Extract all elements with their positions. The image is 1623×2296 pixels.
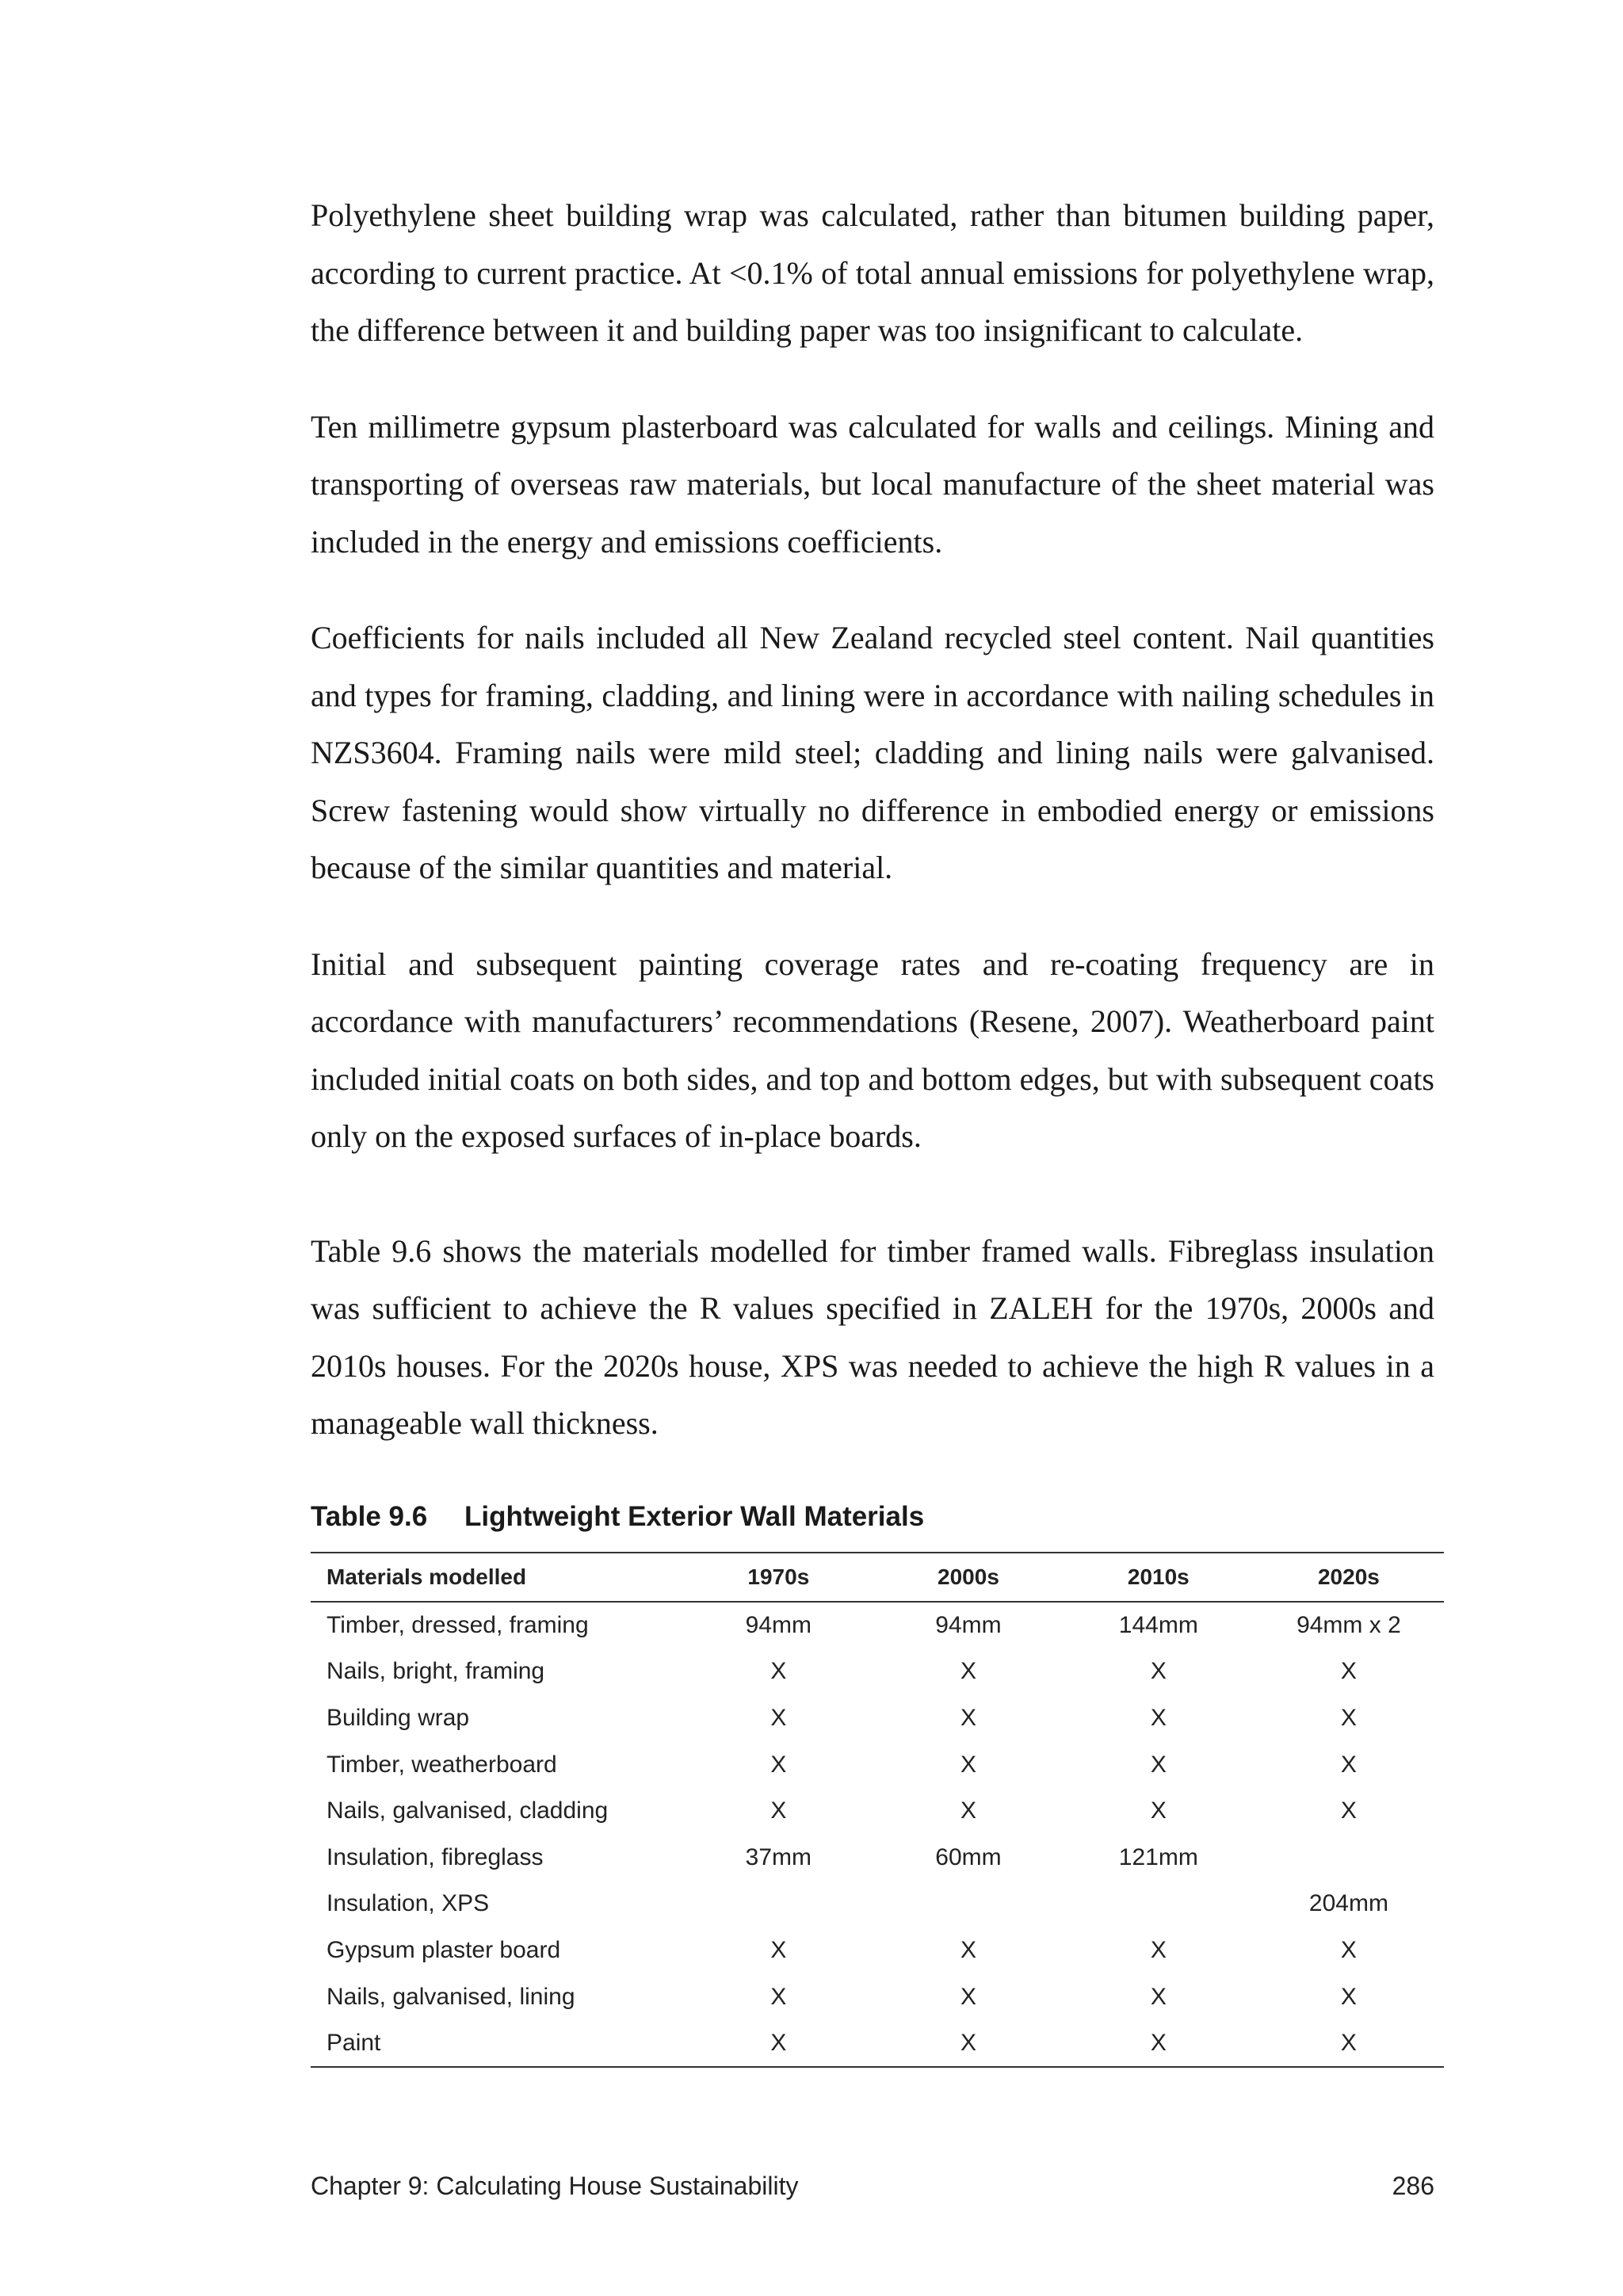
column-header: 2000s [873,1553,1064,1602]
column-header: 2010s [1064,1553,1254,1602]
table-cell: X [770,1936,787,1963]
table-cell: X [873,2020,1064,2068]
footer-chapter-title: Chapter 9: Calculating House Sustainability [311,2172,799,2200]
paragraph-nails: Coefficients for nails included all New Zealand recycled steel content. Nail quantities and types for framing, cladding, and lining were in accordance with nailing schedules in NZS3604. Framing nails were mild steel; cladding and lining nails were galvanised. Screw fastening would show virtually no difference in embodied energy or emissions because of the similar quantities and material. [311,620,1434,885]
table-row [311,1695,1444,1742]
table-cell: X [770,1704,787,1731]
material-name-cell: Nails, galvanised, cladding [327,1797,609,1824]
table-cell: 94mm [935,1611,1002,1638]
table-number: Table 9.6 [311,1500,428,1532]
material-name-cell: Timber, dressed, framing [327,1611,589,1638]
table-cell: X [1340,1983,1357,2010]
materials-table [311,1552,1444,2069]
table-cell: 94mm x 2 [1296,1611,1401,1638]
column-header: 1970s [684,1553,874,1602]
table-cell: X [1340,1658,1357,1685]
column-header: Materials modelled [311,1553,684,1602]
material-name-cell: Insulation, fibreglass [327,1843,544,1870]
page-body [311,187,1434,2068]
paragraph-building-wrap: Polyethylene sheet building wrap was calculated, rather than bitumen building paper, according to current practice. At <0.1% of total annual emissions for polyethylene wrap, the difference between it and building paper was too insignificant to calculate. [311,197,1434,348]
table-row [311,1648,1444,1695]
table-cell: X [1150,1983,1167,2010]
page-footer [311,2172,1434,2201]
table-row [311,1881,1444,1927]
material-name-cell: Paint [311,2020,684,2068]
table-title: Lightweight Exterior Wall Materials [464,1500,925,1532]
table-row [311,1834,1444,1881]
column-header: 2020s [1254,1553,1444,1602]
table-cell: 121mm [1118,1843,1198,1870]
table-row [311,1788,1444,1835]
table-row [311,1927,1444,1974]
page-number: 286 [1392,2172,1434,2200]
table-cell: X [684,2020,874,2068]
table-cell: 60mm [935,1843,1002,1870]
table-cell: 144mm [1118,1611,1198,1638]
material-name-cell: Gypsum plaster board [327,1936,561,1963]
table-cell: X [960,1704,976,1731]
table-cell: X [770,1751,787,1778]
table-cell: X [1340,1936,1357,1963]
table-cell: X [1064,2020,1254,2068]
table-cell: X [1340,1704,1357,1731]
material-name-cell: Nails, galvanised, lining [327,1983,575,2010]
table-cell: 37mm [745,1843,812,1870]
table-cell: X [960,1983,976,2010]
paragraph-plasterboard: Ten millimetre gypsum plasterboard was calculated for walls and ceilings. Mining and transporting of overseas raw materials, but local manufacture of the sheet material was included in the energy and emissions coefficients. [311,408,1434,560]
table-row [311,2020,1444,2068]
table-cell: X [960,1797,976,1824]
material-name-cell: Insulation, XPS [327,1890,490,1917]
table-cell [1064,1881,1254,1927]
table-cell: 94mm [745,1611,812,1638]
table-cell: X [1254,2020,1444,2068]
material-name-cell: Building wrap [327,1704,470,1731]
table-cell [684,1881,874,1927]
table-cell: X [960,1936,976,1963]
table-row [311,1602,1444,1649]
paragraph-table-intro: Table 9.6 shows the materials modelled for timber framed walls. Fibreglass insulation was sufficient to achieve the R values specified in ZALEH for the 1970s, 2000s and 2010s houses. For the 2020s house, XPS was needed to achieve the high R values in a manageable wall thickness. [311,1232,1434,1441]
material-name-cell: Nails, bright, framing [327,1658,545,1685]
table-cell: X [960,1751,976,1778]
paragraph-painting: Initial and subsequent painting coverage rates and re-coating frequency are in accordance with manufacturers’ recommendations (Resene, 2007). Weatherboard paint included initial coats on both sides, and top and bottom edges, but with subsequent coats only on the exposed surfaces of in-place boards. [311,946,1434,1154]
table-cell: X [1340,1751,1357,1778]
material-name-cell: Timber, weatherboard [327,1751,557,1778]
table-row [311,1741,1444,1788]
table-cell [873,1881,1064,1927]
table-header-row [311,1553,1444,1602]
table-cell: X [1150,1704,1167,1731]
table-cell: X [1150,1751,1167,1778]
table-cell: 204mm [1308,1890,1388,1917]
table-cell: X [1150,1797,1167,1824]
table-cell: X [770,1797,787,1824]
table-cell: X [960,1658,976,1685]
table-cell [1254,1834,1444,1881]
table-cell: X [1150,1936,1167,1963]
table-caption [311,1501,1434,1533]
table-cell: X [1340,1797,1357,1824]
table-cell: X [1150,1658,1167,1685]
table-cell: X [770,1658,787,1685]
table-cell: X [770,1983,787,2010]
table-row [311,1973,1444,2020]
